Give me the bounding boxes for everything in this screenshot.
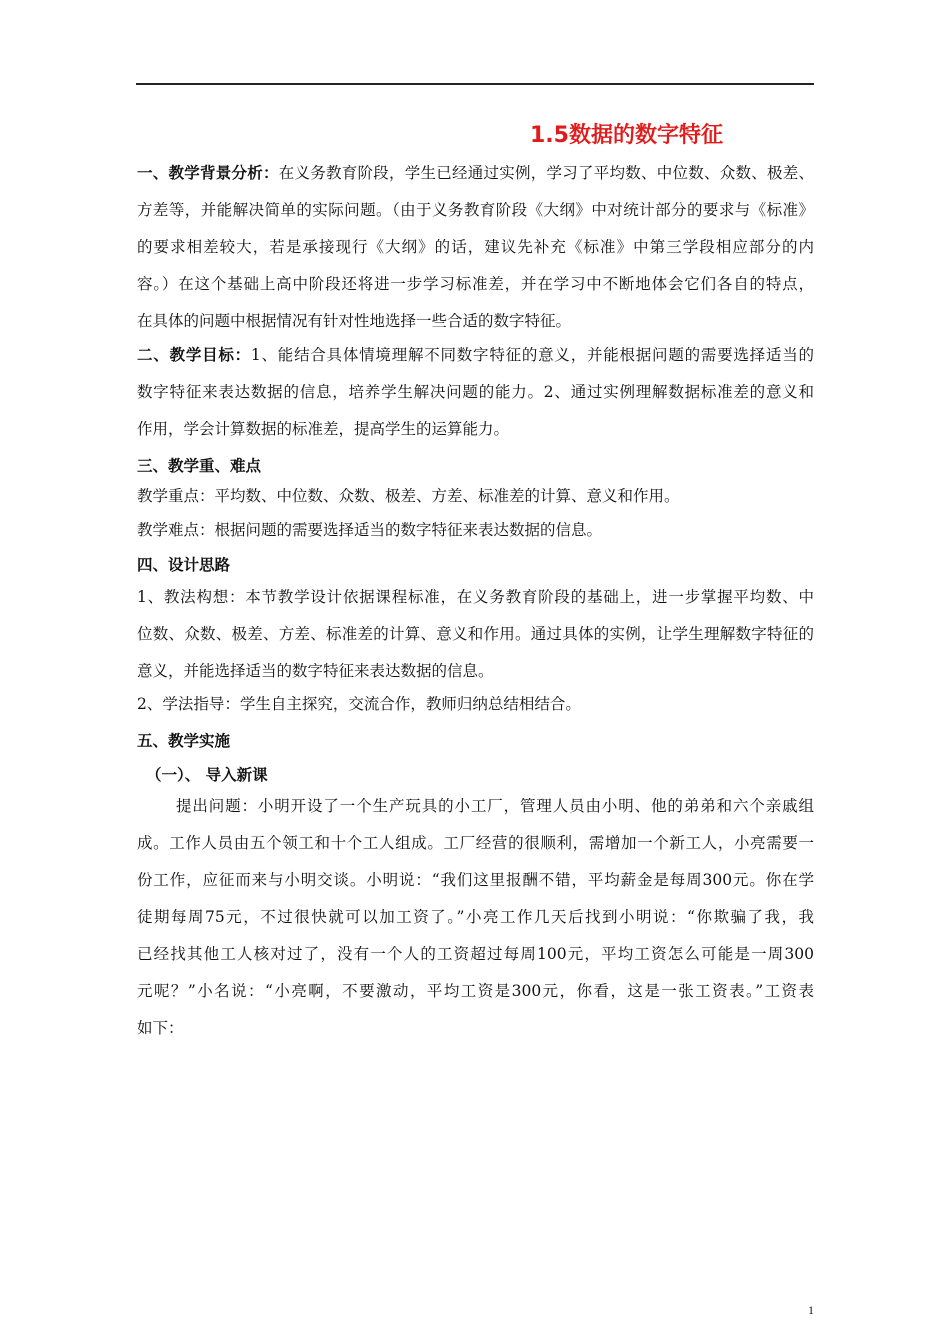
s5-subheading: （一）、 导入新课 (146, 766, 268, 784)
s3-line-2: 教学难点：根据问题的需要选择适当的数字特征来表达数据的信息。 (137, 521, 603, 539)
s5-line-1: 提出问题：小明开设了一个生产玩具的小工厂，管理人员由小明、他的弟弟和六个亲戚组 (176, 797, 814, 815)
page-title: 1.5数据的数字特征 (530, 123, 723, 148)
s1-line-2: 方差等，并能解决简单的实际问题。（由于义务教育阶段《大纲》中对统计部分的要求与《标准》 (137, 201, 814, 219)
s4-heading: 四、设计思路 (137, 556, 231, 574)
s5-line-7: 如下： (137, 1019, 184, 1037)
s4-line-1: 1、教法构想：本节教学设计依据课程标准，在义务教育阶段的基础上，进一步掌握平均数、中 (137, 588, 814, 606)
s1-line-3: 的要求相差较大，若是承接现行《大纲》的话，建议先补充《标准》中第三学段相应部分的内 (137, 238, 814, 256)
s1-text-1: 在义务教育阶段，学生已经通过实例，学习了平均数、中位数、众数、极差、 (278, 164, 814, 182)
s3-heading: 三、教学重、难点 (137, 457, 262, 475)
s5-line-6: 元呢？”小名说：“小亮啊，不要激动，平均工资是300元，你看，这是一张工资表。”工资表 (137, 982, 814, 1000)
header-rule (136, 83, 814, 85)
s4-line-2: 位数、众数、极差、方差、标准差的计算、意义和作用。通过具体的实例，让学生理解数字特征的 (137, 625, 814, 643)
s1-heading: 一、教学背景分析： (137, 164, 279, 182)
s4-line-3: 意义，并能选择适当的数字特征来表达数据的信息。 (137, 662, 494, 680)
s3-line-1: 教学重点：平均数、中位数、众数、极差、方差、标准差的计算、意义和作用。 (137, 487, 680, 505)
s1-line-4: 容。）在这个基础上高中阶段还将进一步学习标准差，并在学习中不断地体会它们各自的特点， (137, 275, 814, 293)
s2-line-2: 数字特征来表达数据的信息，培养学生解决问题的能力。2、通过实例理解数据标准差的意义和 (137, 383, 814, 401)
page-number: 1 (808, 1303, 814, 1317)
s5-heading: 五、教学实施 (137, 732, 231, 750)
s5-line-5: 已经找其他工人核对过了，没有一个人的工资超过每周100元，平均工资怎么可能是一周300 (137, 945, 814, 963)
s4-line-4: 2、学法指导：学生自主探究，交流合作，教师归纳总结相结合。 (137, 695, 581, 713)
s5-line-2: 成。工作人员由五个领工和十个工人组成。工厂经营的很顺利，需增加一个新工人，小亮需要一 (137, 834, 814, 852)
s1-line-5: 在具体的问题中根据情况有针对性地选择一些合适的数字特征。 (137, 312, 572, 330)
s2-line-1 (137, 345, 814, 365)
s2-heading: 二、教学目标： (137, 346, 251, 364)
s5-line-4: 徒期每周75元，不过很快就可以加工资了。”小亮工作几天后找到小明说：“你欺骗了我，我 (137, 908, 814, 926)
s2-line-3: 作用，学会计算数据的标准差，提高学生的运算能力。 (137, 420, 510, 438)
s2-text-1: 1、能结合具体情境理解不同数字特征的意义，并能根据问题的需要选择适当的 (250, 346, 814, 364)
s5-line-3: 份工作，应征而来与小明交谈。小明说：“我们这里报酬不错，平均薪金是每周300元。你在学 (137, 871, 814, 889)
s1-line-1 (137, 163, 814, 183)
